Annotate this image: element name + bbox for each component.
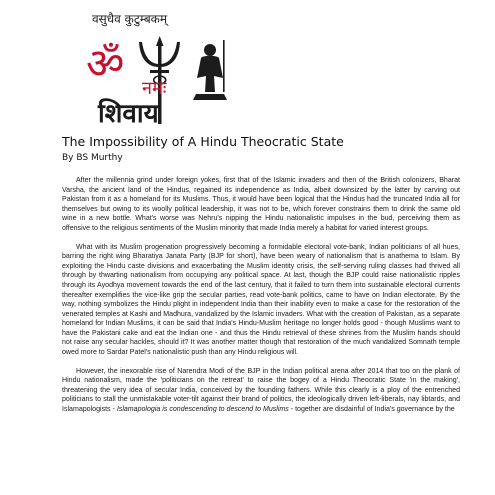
article-body xyxy=(62,176,460,424)
trishul-logo-icon xyxy=(84,34,234,126)
om-symbol: ॐ xyxy=(86,39,125,88)
shiva-silhouette-icon xyxy=(193,40,227,100)
shivaya-text: शिवाय xyxy=(98,99,159,126)
sanskrit-motto: वसुधैव कुटुम्बकम् xyxy=(92,12,168,26)
om-namah-shivaya-logo xyxy=(84,34,234,126)
paragraph-1: After the millennia grind under foreign yokes, first that of the Islamic invaders and then of the British colonizers, Bharat Varsha, the ancient land of the Hindus, regained its independence as India, albeit downsized by the latter by carving out Pakistan from it as a homeland for its Muslims. Thus, it would have been logical that the Hindus had the truncated India all for themselves but owing to its woolly political leadership, it was not to be, which forever constrains them to drink the same old wine in a new bottle. What's worse was Nehru's nipping the Hindu nationalistic impulses in the bud, perceiving them as offensive to the religious sentiments of the Muslim minority that made India merely a habitat for varied interest groups. xyxy=(62,177,460,232)
namah-text: नमः xyxy=(142,78,167,99)
article-title: The Impossibility of A Hindu Theocratic State xyxy=(62,134,344,149)
article-byline: By BS Murthy xyxy=(62,153,123,163)
paragraph-3-italic: Islamapologia is condescending to descend to Muslims xyxy=(116,406,289,414)
paragraph-3-text: However, the inexorable rise of Narendra Modi of the BJP in the Indian political arena after 2014 that too on the plank of Hindu nationalism, made the 'politicians on the retreat' to raise the bogey of a Hindu Theocratic State 'in the making', threatening the very idea of secular India, conceived by the founding fathers. While this clearly is a ploy of the entrenched politicians to stall the unmistakable voter-tilt against their brand of politics, the ideologically driven left-liberals, nay libtards, and Islamapologists - xyxy=(62,367,460,414)
paragraph-3-tail: - together are disdainful of India's governance by the xyxy=(288,406,455,414)
paragraph-3 xyxy=(62,367,460,415)
paragraph-2: What with its Muslim progenation progressively becoming a formidable electoral vote-bank, Indian politicians of all hues, barring the right wing Bharatiya Janata Party (BJP for short), have been weary of nationalism that is anathema to Islam. By exploiting the Hindu caste divisions and exacerbating the Muslim identity crisis, the self-serving ruling classes had thrived all through by thwarting nationalism from occupying any political space. At last, though the BJP could raise nationalistic ripples through its Ayodhya movement towards the end of the last century, that it failed to turn them into sustainable electoral currents thereafter exemplifies the vice-like grip the secular parties, read vote-bank politics, came to have on Indian electorate. By the way, nothing symbolizes the Hindu plight in independent India than their inability even to make a case for the restoration of the venerated temples at Kashi and Madhura, vandalized by the Islamic invaders. What with the creation of Pakistan, as a separate homeland for Indian Muslims, it can be said that India's Hindu-Muslim heritage no longer holds good - though Muslims want to have the Pakistani cake and eat the Indian one - and thus the Hindu retrieval of these shrines from the Muslim hands should not raise any secular hackles, should it? It was another matter though that restoration of the much vandalized Somnath temple owed more to Sardar Patel's nationalistic push than any Hindu religious will. xyxy=(62,243,460,356)
